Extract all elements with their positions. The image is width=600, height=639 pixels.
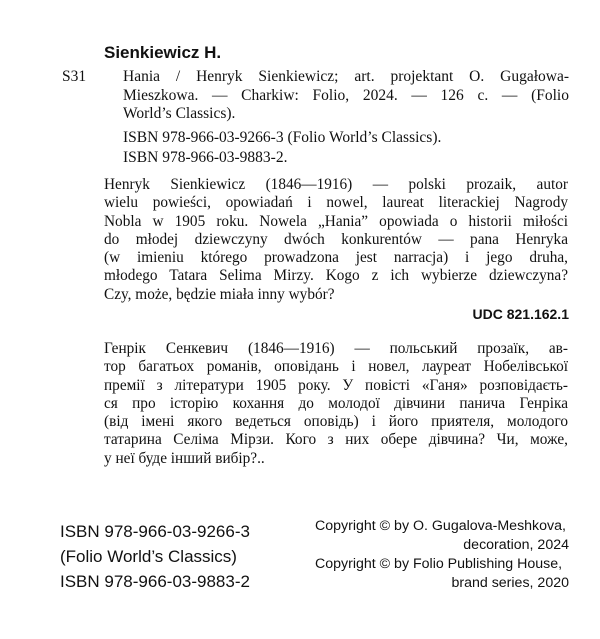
author-heading: Sienkiewicz H. — [104, 43, 222, 62]
annotation-line: тор багатьох романів, оповідань і новел, лауреат Нобелівської — [104, 358, 568, 376]
copyright-line: Copyright © by Folio Publishing House, — [315, 556, 563, 572]
annotation-line: Генрік Сенкевич (1846—1916) — польський прозаїк, ав- — [104, 340, 568, 357]
isbn-line: ISBN 978-966-03-9883-2 — [60, 572, 250, 591]
annotation-line: (від імені якого ведеться оповідь) і його приятеля, молодого — [104, 413, 568, 431]
annotation-line: ся про історію кохання до молодої дівчини панича Генріка — [104, 394, 568, 412]
udc-code: UDC 821.162.1 — [472, 306, 569, 322]
annotation-line: татарина Селіма Мірзи. Кого з них обере дівчина? Чи, може, — [104, 431, 568, 449]
annotation-line: Czy, może, będzie miała inny wybór? — [104, 285, 335, 303]
annotation-line: wielu powieści, opowiadań i nowel, laureat literackiej Nagrody — [104, 194, 568, 212]
annotation-line: Nobla w 1905 roku. Nowela „Hania” opowiada o historii miłości — [104, 212, 568, 230]
annotation-line: młodego Tatara Selima Mirzy. Kogo z ich wybierze dziewczyna? — [104, 267, 568, 285]
classification-code: S31 — [62, 68, 87, 85]
copyright-notice — [315, 517, 569, 593]
isbn-block-top — [123, 128, 441, 168]
copyright-line: brand series, 2020 — [451, 575, 569, 591]
bibliographic-line: Hania / Henryk Sienkiewicz; art. projektant O. Gugałowa- — [123, 68, 569, 85]
isbn-line: ISBN 978-966-03-9266-3 — [60, 522, 250, 541]
isbn-block-bottom — [60, 519, 250, 594]
annotation-line: премії з літератури 1905 року. У повісті «Ганя» розповідаєть- — [104, 376, 568, 394]
bibliographic-description — [123, 68, 569, 124]
annotation-line: Henryk Sienkiewicz (1846—1916) — polski prozaik, autor — [104, 176, 568, 193]
isbn-line: ISBN 978-966-03-9883-2. — [123, 149, 288, 166]
annotation-ukrainian — [104, 340, 568, 468]
annotation-line: do młodej dziewczyny dwóch konkurentów — pana Henryka — [104, 230, 568, 248]
annotation-line: у неї буде інший вибір?.. — [104, 449, 265, 467]
bibliographic-line: Mieszkowa. — Charkiw: Folio, 2024. — 126 c. — (Folio — [123, 86, 569, 104]
copyright-line: decoration, 2024 — [463, 537, 569, 553]
annotation-line: (w imieniu którego prowadzona jest narracja) i jego druha, — [104, 249, 568, 267]
copyright-line: Copyright © by O. Gugalova-Meshkova, — [315, 518, 566, 534]
annotation-polish — [104, 176, 568, 304]
isbn-line: ISBN 978-966-03-9266-3 (Folio World’s Classics). — [123, 129, 442, 146]
bibliographic-line: World’s Classics). — [123, 105, 236, 122]
isbn-series-line: (Folio World’s Classics) — [60, 547, 237, 566]
